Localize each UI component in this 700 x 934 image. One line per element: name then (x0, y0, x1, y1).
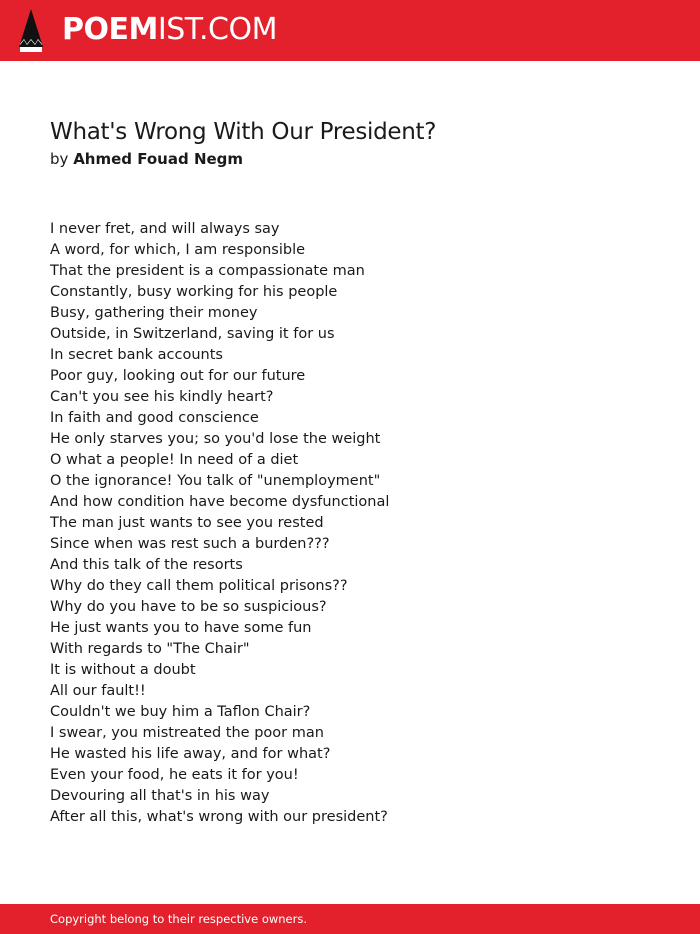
copyright-text: Copyright belong to their respective owners. (50, 912, 308, 926)
poem-line: In secret bank accounts (50, 347, 223, 363)
poem-line: In faith and good conscience (50, 410, 259, 426)
poem-line: That the president is a compassionate man (50, 263, 365, 279)
poem-line: After all this, what's wrong with our president? (50, 809, 388, 825)
site-logo[interactable] (62, 11, 277, 49)
poem-body (50, 219, 650, 828)
poem-line: Poor guy, looking out for our future (50, 368, 306, 384)
poem-line: Why do you have to be so suspicious? (50, 599, 327, 615)
poem-line: A word, for which, I am responsible (50, 242, 306, 258)
poem-line: It is without a doubt (50, 662, 196, 678)
poem-title: What's Wrong With Our President? (50, 119, 437, 145)
byline (50, 148, 243, 170)
poem-line: Outside, in Switzerland, saving it for us (50, 326, 335, 342)
poem-line: O what a people! In need of a diet (50, 452, 299, 468)
logo-text-light: IST.COM (157, 12, 277, 47)
poem-line: He just wants you to have some fun (50, 620, 312, 636)
poem-line: And this talk of the resorts (50, 557, 243, 573)
poem-line: He only starves you; so you'd lose the weight (50, 431, 381, 447)
poem-line: Can't you see his kindly heart? (50, 389, 274, 405)
author-name: Ahmed Fouad Negm (73, 150, 244, 168)
poem-line: I never fret, and will always say (50, 221, 280, 237)
pencil-logo-icon[interactable] (17, 9, 45, 52)
poem-line: Devouring all that's in his way (50, 788, 270, 804)
poem-line: Even your food, he eats it for you! (50, 767, 299, 783)
by-label: by (50, 150, 69, 168)
poem-line: I swear, you mistreated the poor man (50, 725, 324, 741)
site-header (0, 0, 700, 61)
poem-line: Constantly, busy working for his people (50, 284, 338, 300)
poem-line: Since when was rest such a burden??? (50, 536, 330, 552)
poem-line: Couldn't we buy him a Taflon Chair? (50, 704, 311, 720)
poem-line: He wasted his life away, and for what? (50, 746, 331, 762)
poem-line: O the ignorance! You talk of "unemployment" (50, 473, 381, 489)
site-footer (0, 904, 700, 934)
poem-line: And how condition have become dysfunctional (50, 494, 390, 510)
logo-text-strong: POEM (62, 12, 158, 47)
poem-line: All our fault!! (50, 683, 146, 699)
poem-line: The man just wants to see you rested (50, 515, 324, 531)
poem-line: Why do they call them political prisons?? (50, 578, 348, 594)
poem-line: With regards to "The Chair" (50, 641, 250, 657)
poem-line: Busy, gathering their money (50, 305, 258, 321)
